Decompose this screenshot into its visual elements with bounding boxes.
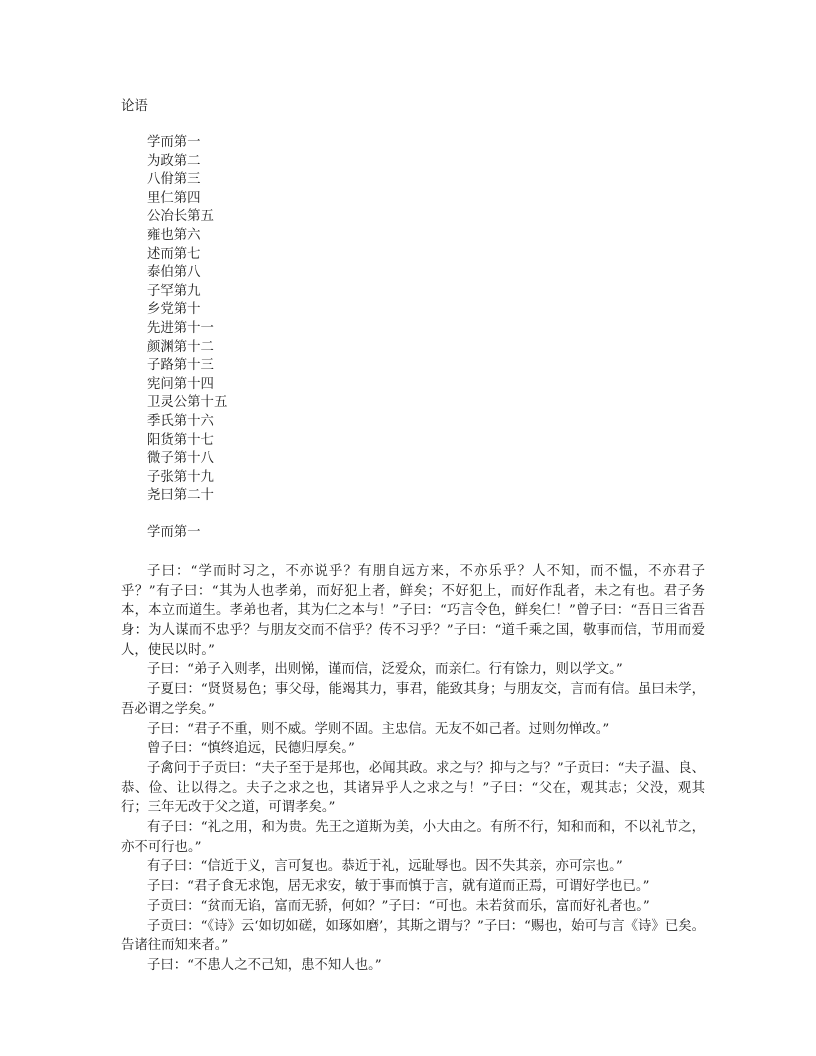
document-page bbox=[121, 98, 705, 976]
toc-item: 子罕第九 bbox=[147, 283, 201, 299]
paragraph: 有子曰：“信近于义，言可复也。恭近于礼，远耻辱也。因不失其亲，亦可宗也。” bbox=[147, 859, 623, 875]
toc-item: 颜渊第十二 bbox=[147, 339, 214, 355]
toc-item: 先进第十一 bbox=[147, 320, 214, 336]
paragraph: 子贡曰：“贫而无谄，富而无骄，何如？”子曰：“可也。未若贫而乐，富而好礼者也。” bbox=[147, 898, 650, 914]
paragraph: 子夏曰：“贤贤易色；事父母，能竭其力，事君，能致其身；与朋友交，言而有信。虽曰未学，吾必谓之学矣。” bbox=[121, 682, 705, 717]
section-body bbox=[121, 562, 705, 976]
paragraph: 曾子曰：“慎终追远，民德归厚矣。” bbox=[147, 741, 355, 757]
toc-item: 雍也第六 bbox=[147, 227, 201, 243]
toc-item: 阳货第十七 bbox=[147, 432, 214, 448]
paragraph: 子曰：“不患人之不己知，患不知人也。” bbox=[147, 957, 382, 973]
toc-item: 尧曰第二十 bbox=[147, 488, 214, 504]
toc-item: 季氏第十六 bbox=[147, 413, 214, 429]
toc-item: 学而第一 bbox=[147, 135, 201, 150]
toc-item: 子路第十三 bbox=[147, 358, 214, 374]
document-title: 论语 bbox=[121, 99, 148, 114]
toc-item: 子张第十九 bbox=[147, 469, 214, 485]
toc-item: 里仁第四 bbox=[147, 190, 201, 206]
toc-item: 宪问第十四 bbox=[147, 376, 214, 392]
paragraph: 子禽问于子贡曰：“夫子至于是邦也，必闻其政。求之与？抑与之与？”子贡曰：“夫子温、良、恭、俭、让以得之。夫子之求之也，其诸异乎人之求之与！”子曰：“父在，观其志；父没，观其行；三年无改于父之道，可谓孝矣。” bbox=[121, 760, 705, 816]
paragraph: 有子曰：“礼之用，和为贵。先王之道斯为美，小大由之。有所不行，知和而和，不以礼节之，亦不可行也。” bbox=[121, 820, 705, 855]
paragraph: 子曰：“弟子入则孝，出则悌，谨而信，泛爱众，而亲仁。行有馀力，则以学文。” bbox=[147, 662, 623, 678]
paragraph: 子贡曰：“《诗》云‘如切如磋，如琢如磨’，其斯之谓与？”子曰：“赐也，始可与言《诗》已矣。告诸往而知来者。” bbox=[121, 918, 705, 954]
toc-item: 乡党第十 bbox=[147, 302, 201, 318]
toc-item: 述而第七 bbox=[147, 246, 201, 262]
toc-item: 公冶长第五 bbox=[147, 209, 214, 225]
toc-item: 微子第十八 bbox=[147, 451, 214, 467]
paragraph: 子曰：“君子食无求饱，居无求安，敏于事而慎于言，就有道而正焉，可谓好学也已。” bbox=[147, 879, 650, 895]
toc-item: 泰伯第八 bbox=[147, 265, 201, 281]
toc-item: 为政第二 bbox=[147, 153, 201, 169]
toc-item: 八佾第三 bbox=[147, 172, 201, 188]
toc-item: 卫灵公第十五 bbox=[147, 395, 228, 411]
paragraph: 子曰：“学而时习之，不亦说乎？有朋自远方来，不亦乐乎？人不知，而不愠，不亦君子乎？”有子曰：“其为人也孝弟，而好犯上者，鲜矣；不好犯上，而好作乱者，未之有也。君子务本，本立而道生。孝弟也者，其为仁之本与！”子曰：“巧言令色，鲜矣仁！”曾子曰：“吾日三省吾身：为人谋而不忠乎？与朋友交而不信乎？传不习乎？”子曰：“道千乘之国，敬事而信，节用而爱人，使民以时。” bbox=[121, 563, 705, 658]
paragraph: 子曰：“君子不重，则不威。学则不固。主忠信。无友不如己者。过则勿惮改。” bbox=[147, 721, 610, 737]
table-of-contents bbox=[147, 134, 705, 506]
section-title: 学而第一 bbox=[147, 524, 201, 540]
